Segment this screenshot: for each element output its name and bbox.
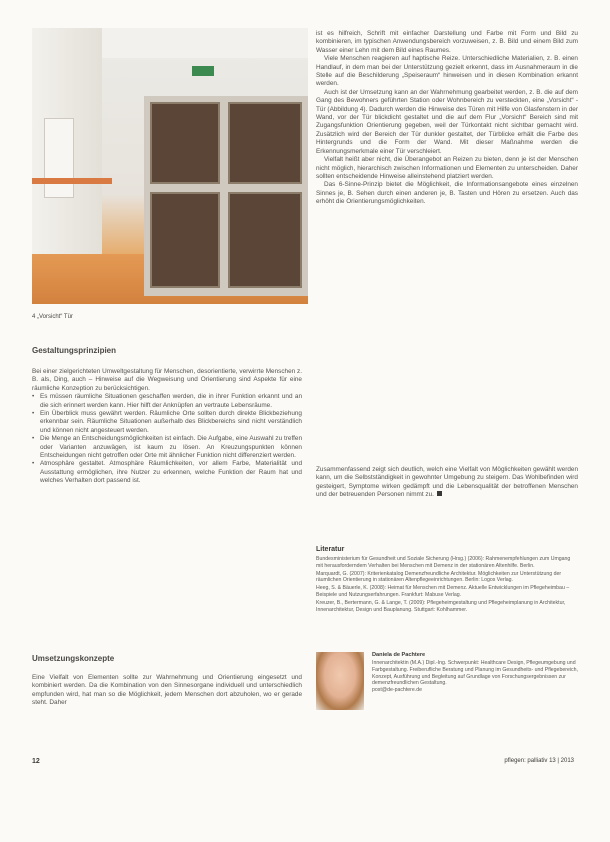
author-bio-text: Innenarchitektin (M.A.) Dipl.-Ing. Schwerpunkt: Healthcare Design, Pflegeumgebung und Farbgestaltung. Freiberufliche Beratung und Planung im Gesundheits- und Pflegebereich, Konzept, Ausführung und Begleitung auf Grundlage von Forschungsergebnissen zur demenzfreundlichen Gestaltung. xyxy=(372,660,578,687)
body-paragraph: Vielfalt heißt aber nicht, die Überangebot an Reizen zu bieten, denn je ist der Menschen nicht möglich, hierarchisch zwischen Informationen und Elementen zu unterscheiden. Daher sollten entscheidende Hinweise alleinstehend platziert werden. xyxy=(316,156,578,180)
list-item: • Ein Überblick muss gewährt werden. Räumliche Orte sollten durch direkte Blickbeziehung erkennbar sein. Räumliche Situationen außerhalb des Blickbereichs sind nicht verständlich und können nicht angesteuert werden. xyxy=(32,410,302,435)
author-email[interactable]: post@de-pachtere.de xyxy=(372,687,422,694)
list-item: • Die Menge an Entscheidungsmöglichkeiten ist einfach. Die Aufgabe, eine Auswahl zu treffen oder Varianten anzuwägen, ist kaum zu lösen. An Kreuzungspunkten können Entscheidungen nicht getroffen oder Orte mit ähnlicher Funktion nicht differenziert werden. xyxy=(32,435,302,460)
list-item: • Es müssen räumliche Situationen geschaffen werden, die in ihrer Funktion erkannt und an die sich erinnert werden kann. Hier hilft der Anknüpfen an vertraute Lebensräume. xyxy=(32,393,302,410)
literature-entry: Kreuzer, B., Bertermann, G. & Lange, T. (2009): Pflegeheimgestaltung und Pflegeheimplanung in Architektur, Innenarchitektur, Design und Bauplanung. Stuttgart: Kohlhammer. xyxy=(316,599,566,613)
author-bio xyxy=(372,660,578,694)
summary-paragraph: Zusammenfassend zeigt sich deutlich, welch eine Vielfalt von Möglichkeiten gewählt werden kann, um die Selbstständigkeit in gewohnter Umgebung zu steigern. Das Wohlbefinden wird gesteigert, Symptome wirken gedämpft und die Lebensqualität der betroffenen Menschen und der betreuenden Personen nimmt zu. xyxy=(316,466,578,499)
principles-list xyxy=(32,393,302,485)
end-mark-icon xyxy=(437,491,442,496)
literature-entry: Bundesministerium für Gesundheit und Soziale Sicherung (Hrsg.) (2006): Rahmenempfehlungen zum Umgang mit herausforderndem Verhalten bei Menschen mit Demenz in der stationären Altenhilfe. Berlin. xyxy=(316,556,571,569)
photo-exit-sign xyxy=(192,66,214,76)
photo-background-door xyxy=(44,118,74,198)
author-name: Daniela de Pachtere xyxy=(372,652,426,658)
body-paragraph: Viele Menschen reagieren auf haptische Reize. Unterschiedliche Materialien, z. B. einen Handlauf, in dem man bei der Unterstützung gezielt erkennt, dass im Ausnahmeraum in die Stelle auf die Beschilderung „Speiseraum“ hinweisen und in diesen Kombination erkannt werden. xyxy=(316,55,578,88)
photo-handrail xyxy=(32,178,112,184)
intro-paragraph: Bei einer zielgerichteten Umweltgestaltung für Menschen, desorientierte, verwirrte Menschen z. B. als, Ding, auch – Hinweise auf die Wegweisung und Orientierung sind Aspekte für eine räumliche Konzeption zu berücksichtigen. xyxy=(32,368,302,392)
body-paragraph: Das 6-Sinne-Prinzip bietet die Möglichkeit, die Informationsangebote eines einzelnen Sinnes je, B. Sehen durch einen anderen je, B. Tasten und Hören zu ersetzen. Auch das erhöht die Orientierungsmöglichkeiten. xyxy=(316,181,578,206)
photo-caption: 4 „Vorsicht“ Tür xyxy=(32,314,73,320)
body-paragraph: ist es hilfreich, Schrift mit einfacher Darstellung und Farbe mit Form und Bild zu kombinieren, im typischen Anwendungsbereich vorzuweisen, z. B. Bild und einem Bild zum Wasser einer Lehn mit dem Bild eines Raumes. xyxy=(316,30,578,54)
literature-entry: Marquardt, G. (2007): Kriterienkatalog Demenzfreundliche Architektur. Möglichkeiten zur Unterstützung der räumlichen Orientierung in stationären Altenpflegeeinrichtungen. Berlin: Logos Verlag. xyxy=(316,570,562,584)
heading-umsetzungskonzepte: Umsetzungskonzepte xyxy=(32,654,115,663)
body-paragraph: Eine Vielfalt von Elementen sollte zur Wahrnehmung und Orientierung eingesetzt und kombiniert werden. Da die Kombination von den Sinnesorgane individuell und unterschiedlich empfunden wird, hat man so die Möglichkeit, jedem Menschen dort abzuholen, wo er gerade steht. Daher xyxy=(32,674,302,707)
heading-gestaltungsprinzipien: Gestaltungsprinzipien xyxy=(32,346,117,355)
photo-shelf-top-right xyxy=(228,102,302,184)
list-item: • Atmosphäre gestaltet. Atmosphäre Räumlichkeiten, vor allem Farbe, Materialität und Ausstattung ermöglichen, ihre Nutzer zu erkennen, welche Funktion der Raum hat und welches Verhalten dort passend ist. xyxy=(32,460,302,485)
right-column-text xyxy=(316,30,578,207)
photo-shelf-bottom-left xyxy=(150,192,220,288)
author-box xyxy=(316,646,578,746)
literature-heading: Literatur xyxy=(316,546,345,553)
photo-shelf-bottom-right xyxy=(228,192,302,288)
left-column-text-2 xyxy=(32,674,302,708)
literature-entry: Heeg, S. & Bäuerle, K. (2008): Heimat für Menschen mit Demenz. Aktuelle Entwicklungen im Pflegeheimbau – Beispiele und Nutzungserfahrungen. Frankfurt: Mabuse Verlag. xyxy=(316,585,570,598)
cabinet-door-photo xyxy=(32,28,308,304)
author-photo xyxy=(316,652,364,710)
page-number: 12 xyxy=(32,758,40,765)
left-column-text xyxy=(32,368,302,486)
photo-shelf-top-left xyxy=(150,102,220,184)
summary-text xyxy=(316,466,578,500)
body-paragraph: Auch ist der Umsetzung kann an der Wahrnehmung gearbeitet werden, z. B. die auf dem Gang des Bewohners geführten Station oder Wohnbereich zu versteckten, eine „Vorsicht“ -Tür (Abbildung 4). Dadurch werden die Hinweise des Türen mit Hilfe von Glasfenstern in der Wand, vor der Tür blickdicht gestaltet und die auf dem Flur „Vorsicht“ Bereich sind mit Zugangsfunktion Orientierung gegeben, weil der Türkontakt nicht sichtbar gemacht wird. Zusätzlich wird der Bereich der Tür dunkler gestaltet, der Türblicke erhält die Farbe des Hintergrunds und die Form der Wand. Mit dieser Maßnahme werden die Erkennungsmerkmale einer Tür verschleiert. xyxy=(316,88,578,155)
literature-list xyxy=(316,556,578,614)
photo-ceiling xyxy=(102,28,308,58)
journal-footer: pflegen: palliativ 13 | 2013 xyxy=(504,758,574,764)
